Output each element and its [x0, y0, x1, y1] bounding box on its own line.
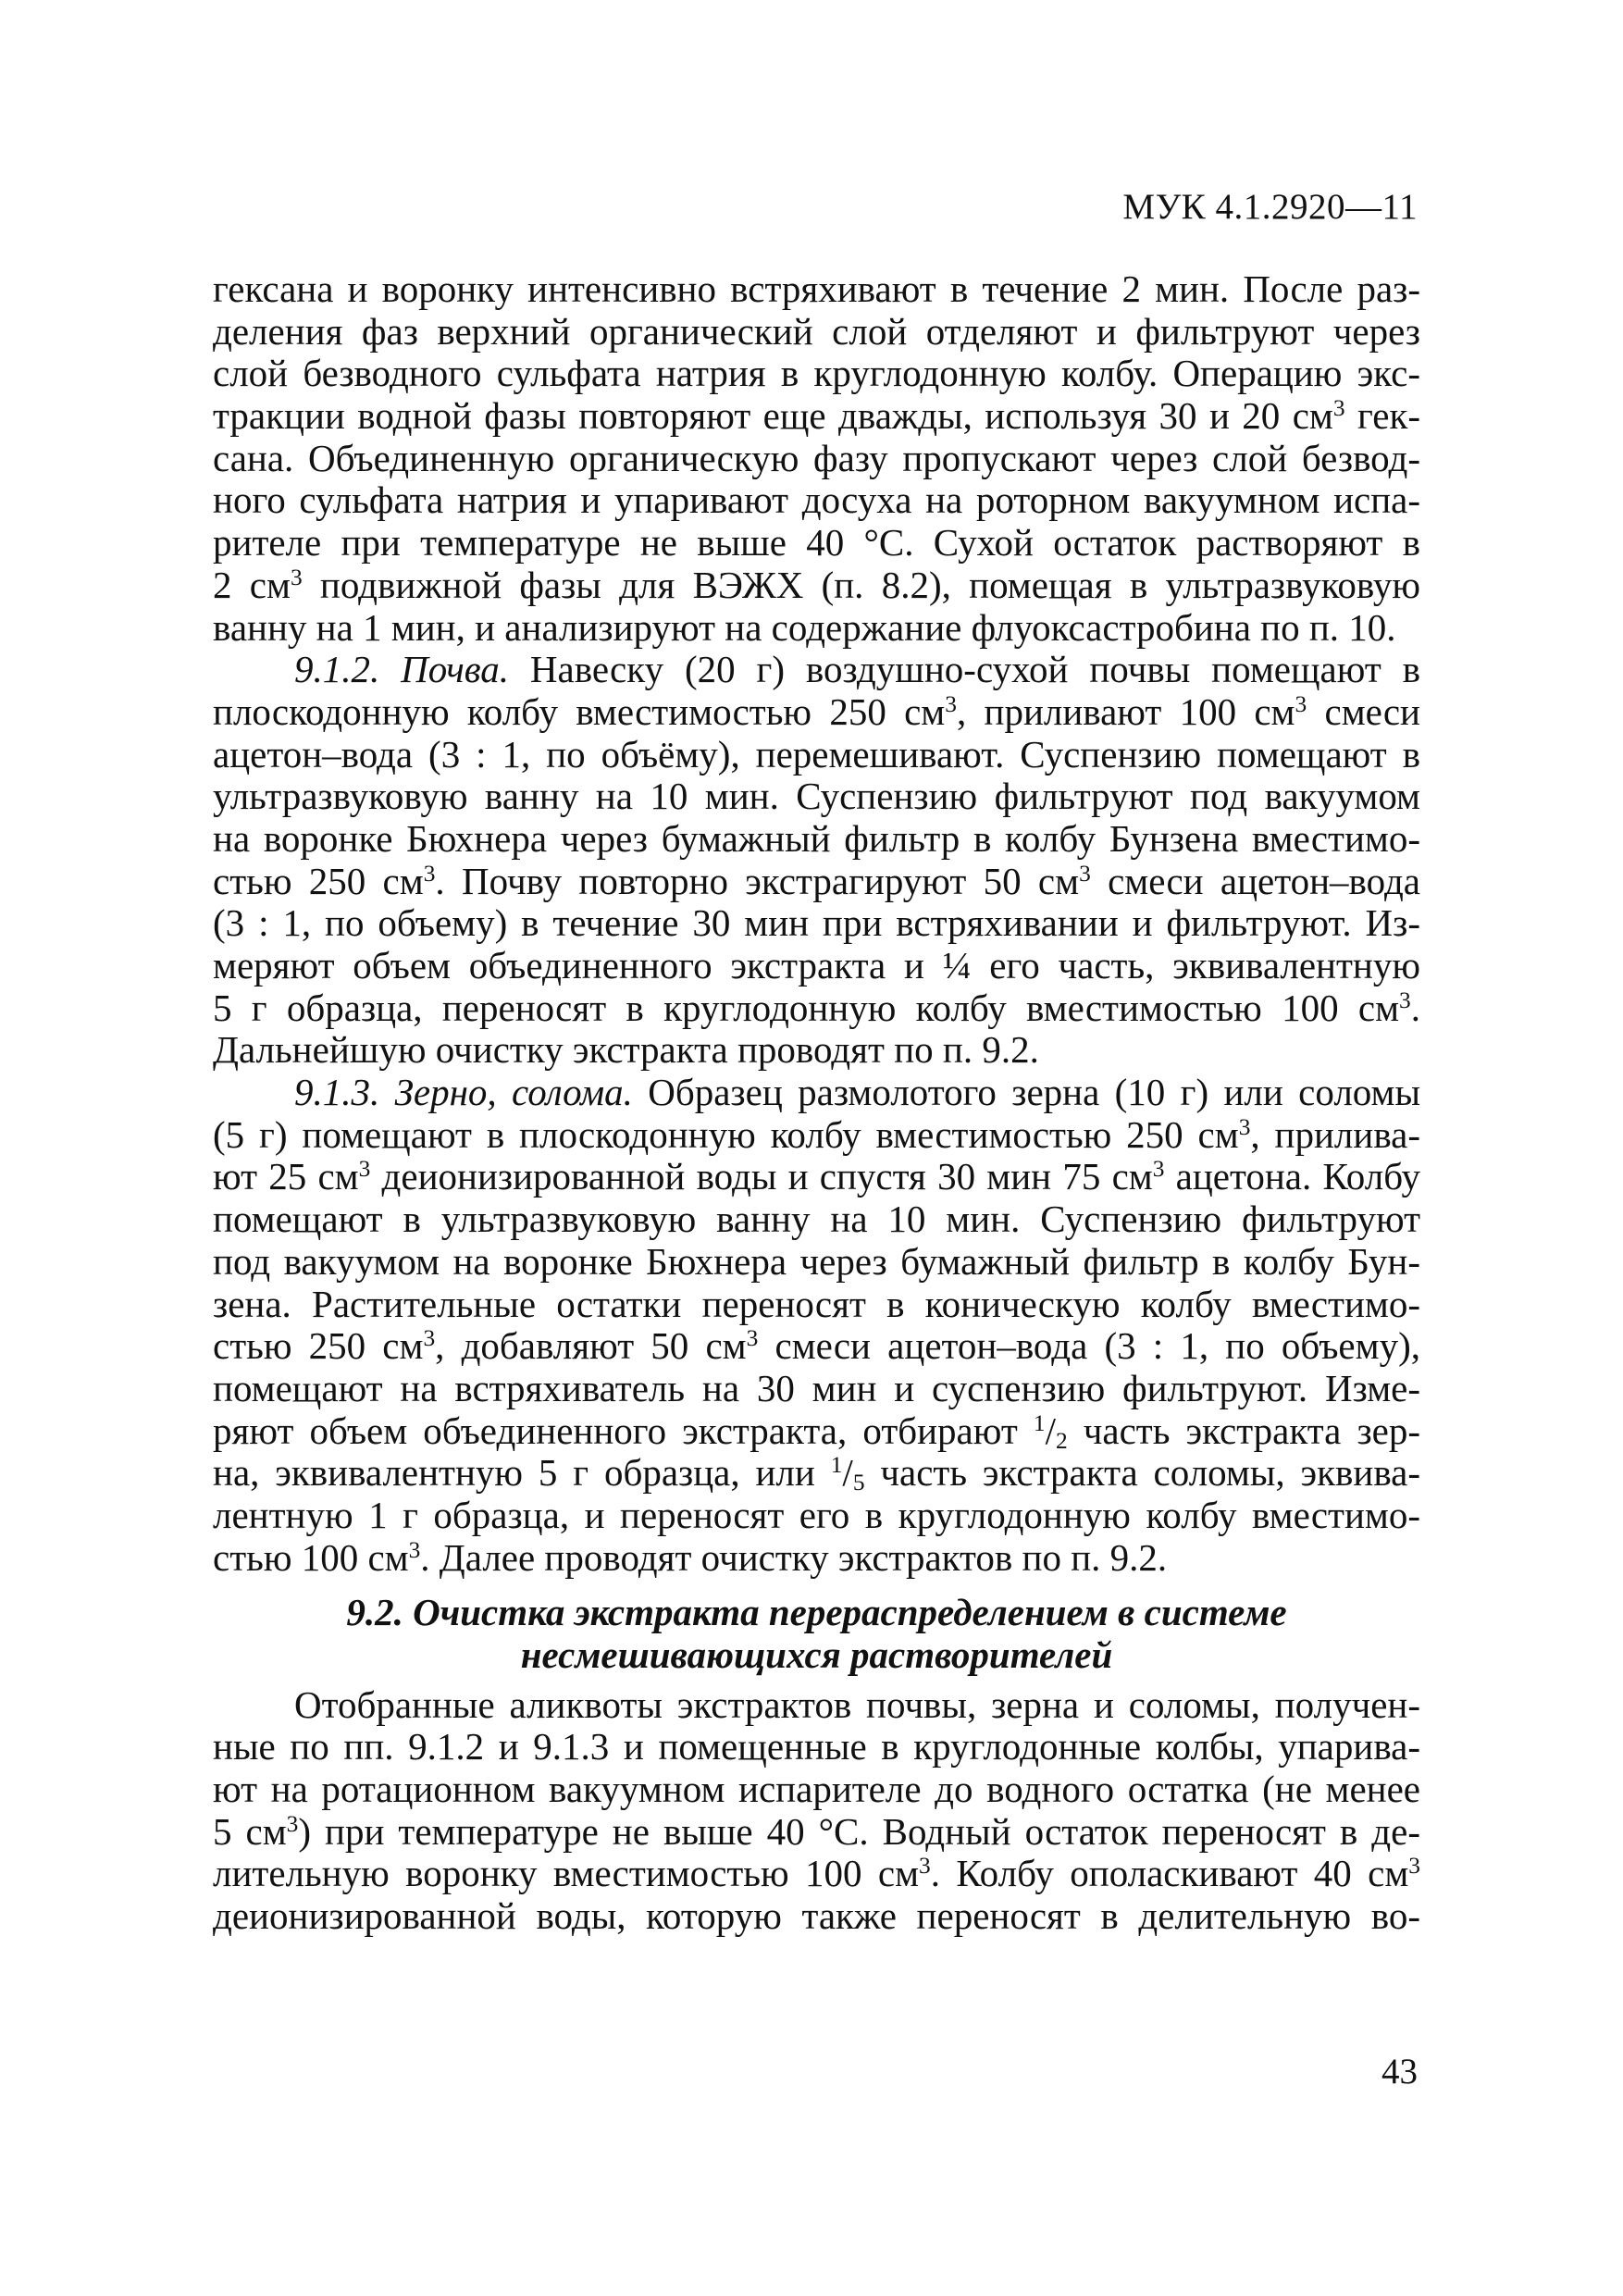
text-line: зена. Растительные остатки переносят в коническую колбу вместимо-	[213, 1282, 1420, 1325]
section-label-grain-straw: 9.1.3. Зерно, солома.	[294, 1071, 633, 1114]
paragraph-cleanup	[213, 1684, 1420, 1938]
paragraph-soil	[213, 649, 1420, 1072]
text-line: тракции водной фазы повторяют еще дважды, используя 30 и 20 $см^3$ гек-	[213, 394, 1421, 438]
document-id-header: МУК 4.1.2920—11	[1122, 187, 1418, 227]
text-line: стью 250 $см^3$, добавляют 50 $см^3$ смеси ацетон–вода (3 : 1, по объему),	[213, 1324, 1420, 1368]
text-line: сана. Объединенную органическую фазу пропускают через слой безвод-	[213, 436, 1420, 479]
text-line: на воронке Бюхнера через бумажный фильтр в колбу Бунзена вместимо-	[213, 816, 1420, 860]
text-line: ванну на 1 мин, и анализируют на содержание флуоксастробина по п. 10.	[213, 605, 1396, 649]
paragraph-continuation	[213, 268, 1420, 649]
text-line: деления фаз верхний органический слой отделяют и фильтруют через	[213, 309, 1420, 353]
text-line: стью 100 $см^3$. Далее проводят очистку экстрактов по п. 9.2.	[213, 1535, 1168, 1579]
fraction-one-fifth: $^1/_5$	[830, 1451, 865, 1496]
text-line: под вакуумом на воронке Бюхнера через бумажный фильтр в колбу Бун-	[213, 1239, 1420, 1283]
heading-line: несмешивающихся растворителей	[520, 1633, 1113, 1676]
text-line: ного сульфата натрия и упаривают досуха на роторном вакуумном испа-	[213, 478, 1420, 522]
text-line: 9.1.2. Почва. Навеску (20 г) воздушно-сухой почвы помещают в	[294, 648, 1420, 691]
text-line: рителе при температуре не выше 40 °С. Сухой остаток растворяют в	[213, 521, 1420, 565]
text-line: ют на ротационном вакуумном испарителе до водного остатка (не менее	[213, 1768, 1420, 1811]
page-number: 43	[1381, 2052, 1418, 2091]
text-line: стью 250 $см^3$. Почву повторно экстрагируют 50 $см^3$ смеси ацетон–вода	[213, 859, 1420, 902]
text-line: (3 : 1, по объему) в течение 30 мин при встряхивании и фильтруют. Из-	[213, 901, 1420, 945]
text-line: 2 $см^3$ подвижной фазы для ВЭЖХ (п. 8.2), помещая в ультразвуковую	[213, 563, 1420, 606]
section-heading-9-2	[213, 1592, 1420, 1676]
text-line: меряют объем объединенного экстракта и ¼ его часть, эквивалентную	[213, 944, 1420, 987]
text-line: Отобранные аликвоты экстрактов почвы, зерна и соломы, получен-	[294, 1682, 1420, 1726]
text-line: слой безводного сульфата натрия в круглодонную колбу. Операцию экс-	[213, 352, 1420, 395]
text-line: помещают в ультразвуковую ванну на 10 мин. Суспензию фильтруют	[213, 1198, 1420, 1241]
text-line: гексана и воронку интенсивно встряхивают в течение 2 мин. После раз-	[213, 267, 1420, 310]
text-line: (5 г) помещают в плоскодонную колбу вместимостью 250 $см^3$, прилива-	[213, 1112, 1420, 1156]
text-line: деионизированной воды, которую также переносят в делительную во-	[213, 1894, 1420, 1938]
text-line: 5 $см^3$) при температуре не выше 40 °С. Водный остаток переносят в де-	[213, 1809, 1420, 1853]
text-line: ультразвуковую ванну на 10 мин. Суспензию фильтруют под вакуумом	[213, 775, 1420, 818]
text-line: Дальнейшую очистку экстракта проводят по п. 9.2.	[213, 1028, 1039, 1072]
text-line: 5 г образца, переносят в круглодонную колбу вместимостью 100 $см^3$.	[213, 986, 1420, 1029]
text-line: лентную 1 г образца, и переносят его в круглодонную колбу вместимо-	[213, 1493, 1420, 1536]
fraction-one-half: $^1/_2$	[1033, 1409, 1068, 1454]
text-line: плоскодонную колбу вместимостью 250 $см^3$, приливают 100 $см^3$ смеси	[213, 689, 1420, 733]
superscript-3: 3	[290, 564, 303, 590]
paragraph-grain-straw	[213, 1072, 1420, 1579]
heading-line: 9.2. Очистка экстракта перераспределением в системе	[346, 1591, 1287, 1634]
section-label-soil: 9.1.2. Почва.	[294, 648, 510, 691]
superscript-3: 3	[1332, 395, 1345, 422]
text-line: ют 25 $см^3$ деионизированной воды и спустя 30 мин 75 $см^3$ ацетона. Колбу	[213, 1155, 1420, 1198]
text-line: помещают на встряхиватель на 30 мин и суспензию фильтруют. Изме-	[213, 1366, 1420, 1409]
text-line: ные по пп. 9.1.2 и 9.1.3 и помещенные в круглодонные колбы, упарива-	[213, 1725, 1420, 1769]
text-line: на, эквивалентную 5 г образца, или $^1/_5$ часть экстракта соломы, эквива-	[213, 1451, 1420, 1496]
text-line: лительную воронку вместимостью 100 $см^3$. Колбу ополаскивают 40 $см^3$	[213, 1852, 1420, 1895]
page-body	[213, 268, 1420, 1938]
text-line: ряют объем объединенного экстракта, отбирают $^1/_2$ часть экстракта зер-	[213, 1409, 1420, 1454]
text-line: ацетон–вода (3 : 1, по объёму), перемешивают. Суспензию помещают в	[213, 732, 1420, 776]
text-line: 9.1.3. Зерно, солома. Образец размолотого зерна (10 г) или соломы	[294, 1071, 1420, 1114]
